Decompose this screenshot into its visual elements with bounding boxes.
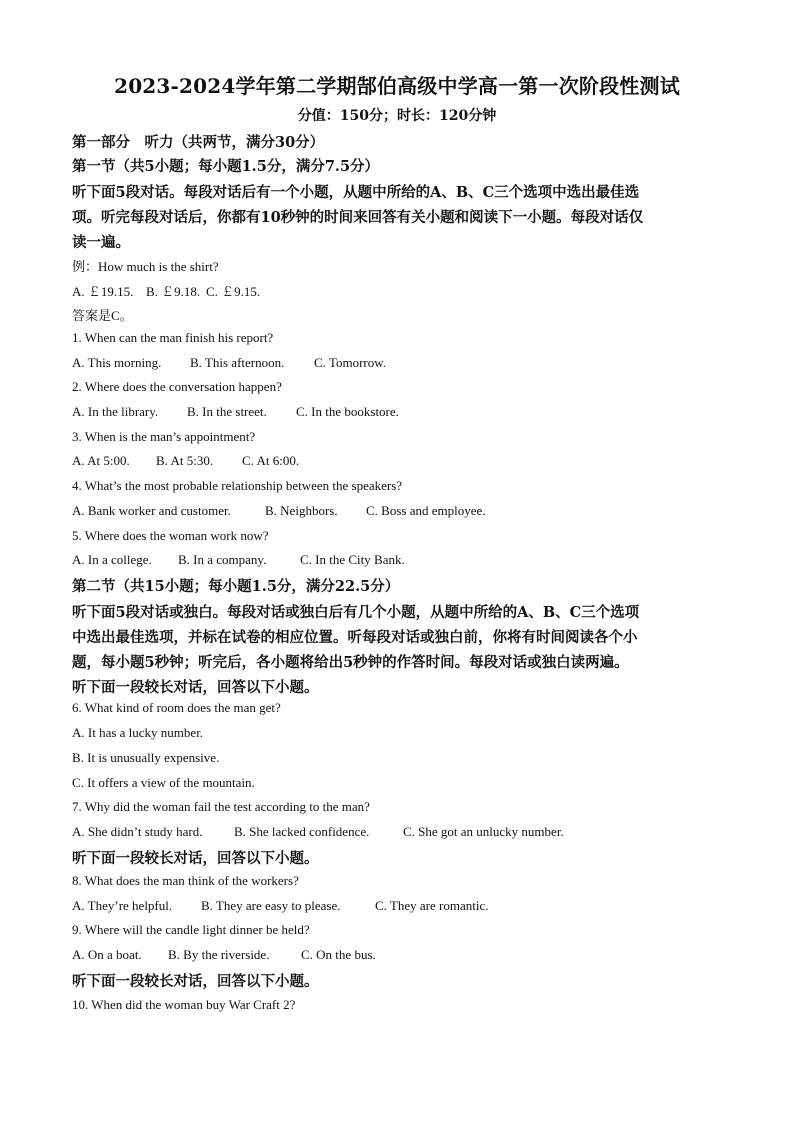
listen-prompt: 听下面一段较长对话，回答以下小题。: [72, 679, 319, 696]
listen-prompt: 听下面一段较长对话，回答以下小题。: [72, 850, 319, 867]
question-4: 4. What’s the most probable relationship between the speakers?: [72, 478, 403, 493]
option: C. Boss and employee.: [366, 503, 486, 518]
example-question: 例：How much is the shirt?: [72, 259, 219, 274]
question-5-options: [72, 552, 405, 568]
question-6-option-c: C. It offers a view of the mountain.: [72, 775, 255, 790]
question-9-options: [72, 947, 376, 963]
question-3: 3. When is the man’s appointment?: [72, 429, 256, 444]
option: C. Tomorrow.: [314, 355, 387, 370]
question-3-options: [72, 453, 299, 469]
question-8-options: [72, 898, 488, 914]
question-9: 9. Where will the candle light dinner be held?: [72, 922, 310, 937]
question-5: 5. Where does the woman work now?: [72, 528, 269, 543]
question-10: 10. When did the woman buy War Craft 2?: [72, 997, 296, 1012]
option: C. In the bookstore.: [296, 404, 399, 419]
option: C. On the bus.: [301, 947, 376, 962]
part1-heading: 第一部分 听力（共两节，满分30分）: [72, 134, 325, 151]
section2-instruction-3: 题，每小题5秒钟；听完后，各小题将给出5秒钟的作答时间。每段对话或独白读两遍。: [72, 654, 629, 671]
section1-instruction-2: 项。听完每段对话后，你都有10秒钟的时间来回答有关小题和阅读下一小题。每段对话仅: [72, 209, 644, 226]
option: C. ￡9.15.: [206, 284, 261, 299]
exam-title: 2023-2024学年第二学期郜伯高级中学高一第一次阶段性测试: [114, 74, 680, 98]
question-7-options: [72, 824, 564, 840]
option: B. This afternoon.: [190, 355, 285, 370]
question-1: 1. When can the man finish his report?: [72, 330, 274, 345]
question-4-options: [72, 503, 486, 519]
question-2-options: [72, 404, 399, 420]
question-2: 2. Where does the conversation happen?: [72, 379, 282, 394]
option: A. This morning.: [72, 355, 162, 370]
section2-heading: 第二节（共15小题；每小题1.5分，满分22.5分）: [72, 578, 400, 595]
option: B. In the street.: [187, 404, 267, 419]
section1-instruction-1: 听下面5段对话。每段对话后有一个小题，从题中所给的A、B、C三个选项中选出最佳选: [72, 184, 640, 201]
option: B. Neighbors.: [265, 503, 338, 518]
question-6-option-b: B. It is unusually expensive.: [72, 750, 220, 765]
option: A. She didn’t study hard.: [72, 824, 203, 839]
option: B. In a company.: [178, 552, 267, 567]
option: A. In a college.: [72, 552, 152, 567]
question-8: 8. What does the man think of the workers?: [72, 873, 299, 888]
option: A. At 5:00.: [72, 453, 130, 468]
example-answer: 答案是C。: [72, 308, 133, 323]
option: B. ￡9.18.: [146, 284, 201, 299]
example-options: [72, 281, 260, 300]
section2-instruction-1: 听下面5段对话或独白。每段对话或独白后有几个小题，从题中所给的A、B、C三个选项: [72, 604, 640, 621]
question-6: 6. What kind of room does the man get?: [72, 700, 281, 715]
section1-instruction-3: 读一遍。: [72, 234, 130, 251]
option: B. She lacked confidence.: [234, 824, 370, 839]
listen-prompt: 听下面一段较长对话，回答以下小题。: [72, 973, 319, 990]
option: C. At 6:00.: [242, 453, 300, 468]
option: B. At 5:30.: [156, 453, 214, 468]
option: A. ￡19.15.: [72, 284, 134, 299]
option: A. Bank worker and customer.: [72, 503, 231, 518]
option: A. On a boat.: [72, 947, 142, 962]
option: C. In the City Bank.: [300, 552, 405, 567]
option: C. They are romantic.: [375, 898, 489, 913]
question-7: 7. Why did the woman fail the test according to the man?: [72, 799, 370, 814]
question-6-option-a: A. It has a lucky number.: [72, 725, 204, 740]
option: A. They’re helpful.: [72, 898, 173, 913]
section2-instruction-2: 中选出最佳选项，并标在试卷的相应位置。听每段对话或独白前，你将有时间阅读各个小: [72, 629, 638, 646]
option: C. She got an unlucky number.: [403, 824, 564, 839]
option: A. In the library.: [72, 404, 159, 419]
section1-heading: 第一节（共5小题；每小题1.5分，满分7.5分）: [72, 158, 380, 175]
option: B. They are easy to please.: [201, 898, 341, 913]
exam-subtitle: 分值：150分；时长：120分钟: [297, 108, 497, 124]
option: B. By the riverside.: [168, 947, 270, 962]
question-1-options: [72, 355, 386, 371]
